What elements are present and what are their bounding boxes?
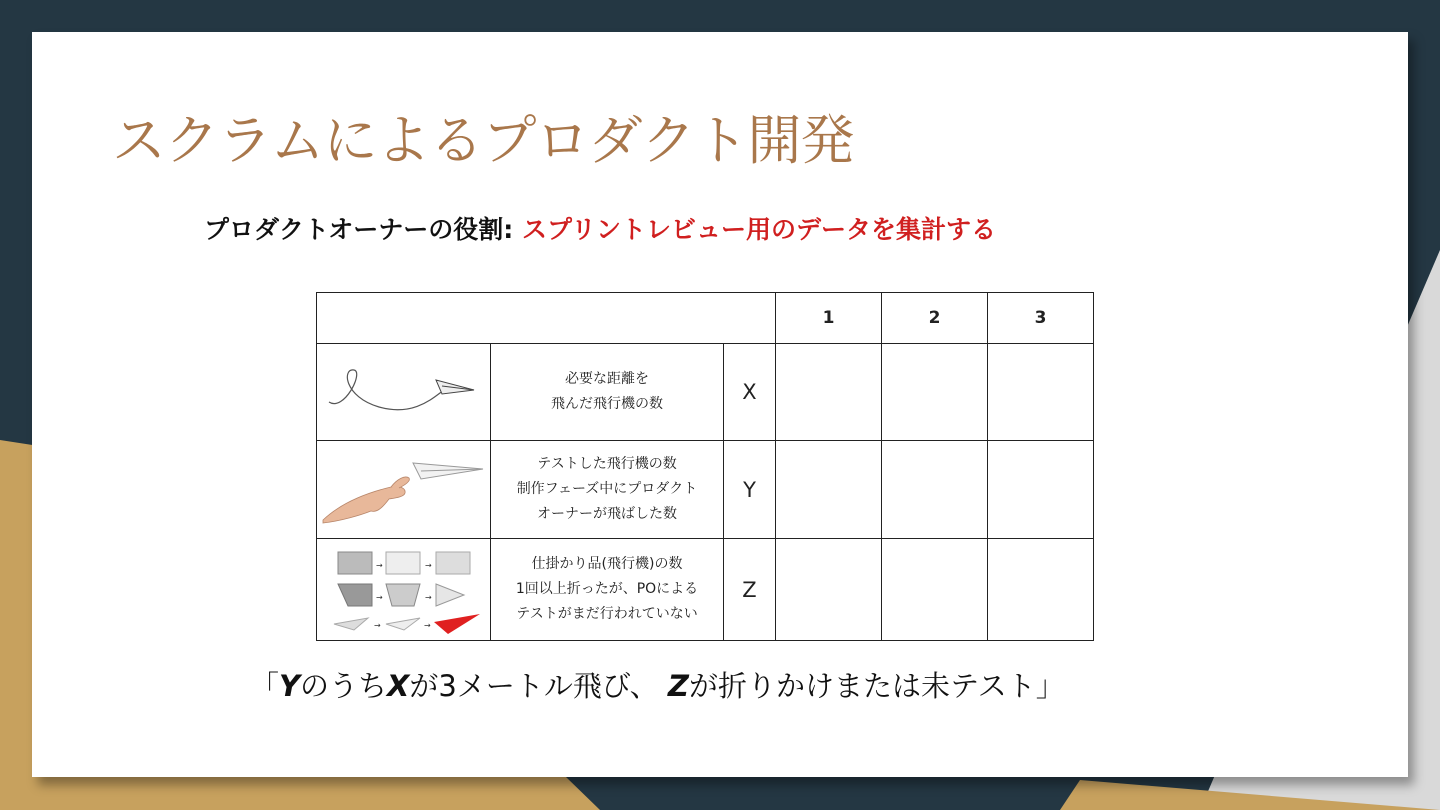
svg-text:→: → [423,620,431,630]
folding-steps-icon [324,544,484,636]
data-cell[interactable] [988,344,1094,441]
row-description: 仕掛かり品(飛行機)の数 1回以上折ったが、POによる テストがまだ行われていない [491,539,724,641]
var-y: Y [279,669,301,703]
header-blank-cell [317,293,776,344]
slide-subtitle [204,210,996,246]
table-row [317,344,1094,441]
data-cell[interactable] [882,539,988,641]
data-cell[interactable] [988,539,1094,641]
slide-title: スクラムによるプロダクト開発 [112,109,854,172]
var-z: Z [667,669,689,703]
row-image-cell [317,539,491,641]
svg-text:→: → [375,592,383,602]
data-cell[interactable] [882,344,988,441]
row-image-cell [317,344,491,441]
row-image-cell [317,441,491,539]
var-x: X [387,669,410,703]
subtitle-highlight: スプリントレビュー用のデータを集計する [521,215,996,244]
data-cell[interactable] [882,441,988,539]
row-description: 必要な距離を 飛んだ飛行機の数 [491,344,724,441]
svg-text:→: → [375,560,383,570]
subtitle-prefix: プロダクトオーナーの役割: [204,215,522,244]
metrics-table [316,292,1094,641]
table-row [317,441,1094,539]
svg-text:→: → [424,560,432,570]
footer-summary: 「YのうちXが3メートル飛び、 Zが折りかけまたは未テスト」 [250,669,1065,703]
header-cell: 3 [988,293,1094,344]
table-row [317,539,1094,641]
data-cell[interactable] [776,441,882,539]
svg-text:→: → [373,620,381,630]
row-variable: X [724,344,776,441]
paper-airplane-loop-icon [324,362,484,422]
data-cell[interactable] [988,441,1094,539]
row-variable: Z [724,539,776,641]
data-cell[interactable] [776,539,882,641]
hand-throwing-airplane-icon [321,455,486,525]
svg-text:→: → [424,592,432,602]
header-cell: 1 [776,293,882,344]
row-variable: Y [724,441,776,539]
header-cell: 2 [882,293,988,344]
data-cell[interactable] [776,344,882,441]
row-description: テストした飛行機の数 制作フェーズ中にプロダクト オーナーが飛ばした数 [491,441,724,539]
table-header-row [317,293,1094,344]
